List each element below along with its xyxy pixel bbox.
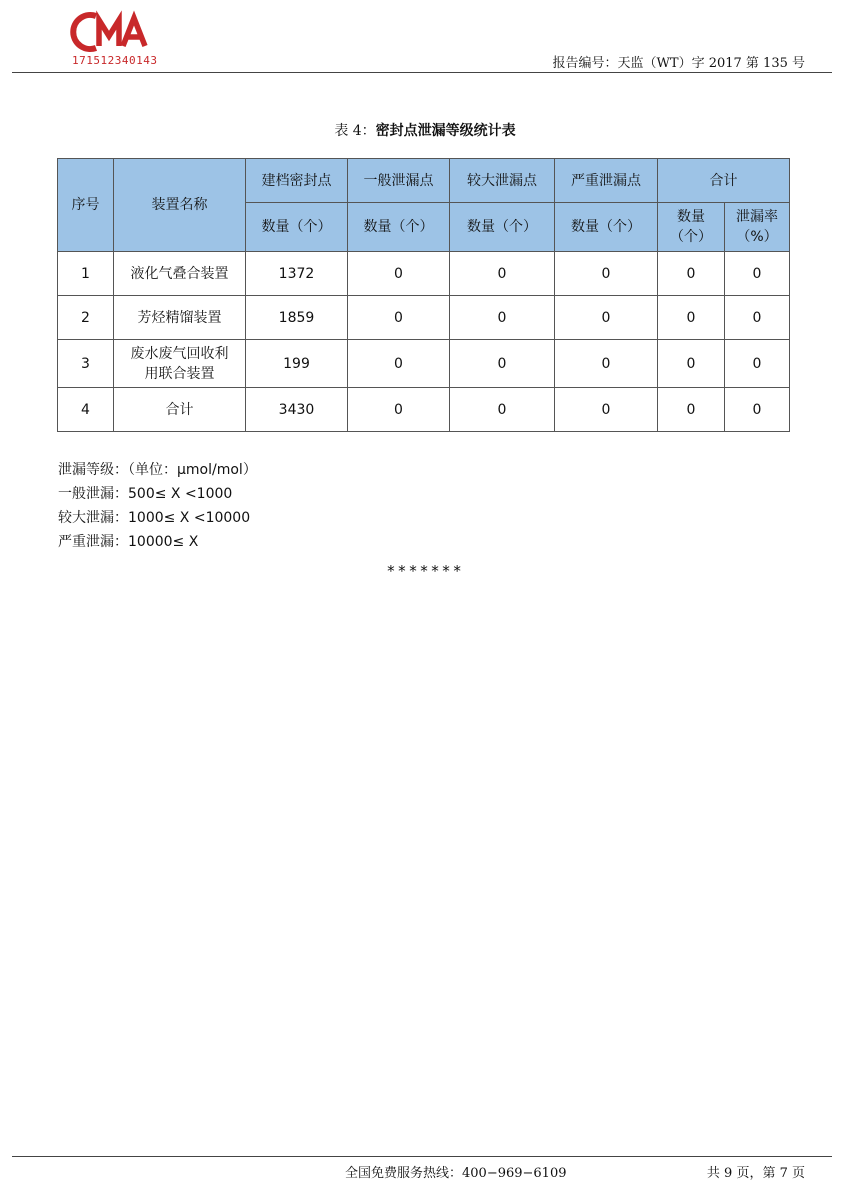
- table-caption: 密封点泄漏等级统计表: [375, 123, 516, 139]
- header-qty: 数量（个）: [348, 203, 450, 252]
- header-qty: 数量（个）: [555, 203, 658, 252]
- note-line: 一般泄漏：500≤ X <1000: [58, 486, 233, 502]
- header-leak-rate: 泄漏率 （%）: [725, 203, 790, 252]
- cell-sealing: 199: [246, 340, 348, 388]
- header-seq: 序号: [58, 159, 114, 252]
- cell-severe: 0: [555, 296, 658, 340]
- report-number: 报告编号：天监（WT）字 2017 第 135 号: [552, 56, 805, 71]
- footer-rule: [12, 1156, 832, 1157]
- cell-device-name: 合计: [114, 388, 246, 432]
- header-total-qty: 数量 （个）: [658, 203, 725, 252]
- cell-severe: 0: [555, 340, 658, 388]
- leak-level-notes: [58, 458, 257, 554]
- cell-general: 0: [348, 252, 450, 296]
- cell-leak-rate: 0: [725, 340, 790, 388]
- cell-total-qty: 0: [658, 252, 725, 296]
- cell-large: 0: [450, 296, 555, 340]
- logo-number: 171512340143: [72, 54, 158, 67]
- table-row: [58, 296, 790, 340]
- cell-sealing: 1859: [246, 296, 348, 340]
- table-title: [0, 120, 850, 140]
- table-caption-prefix: 表 4：: [334, 123, 376, 139]
- cell-leak-rate: 0: [725, 388, 790, 432]
- cell-large: 0: [450, 252, 555, 296]
- cell-leak-rate: 0: [725, 252, 790, 296]
- cell-total-qty: 0: [658, 296, 725, 340]
- cell-severe: 0: [555, 252, 658, 296]
- header-severe-leak: 严重泄漏点: [555, 159, 658, 203]
- end-marker: *******: [386, 562, 464, 580]
- cell-seq: 3: [58, 340, 114, 388]
- cell-total-qty: 0: [658, 388, 725, 432]
- cell-device-name: 废水废气回收利 用联合装置: [114, 340, 246, 388]
- leak-stats-table: [57, 158, 790, 432]
- footer-hotline: 全国免费服务热线：400−969−6109: [345, 1166, 567, 1181]
- cell-general: 0: [348, 340, 450, 388]
- header-qty: 数量（个）: [246, 203, 348, 252]
- cell-large: 0: [450, 340, 555, 388]
- cell-seq: 4: [58, 388, 114, 432]
- header-rule: [12, 72, 832, 73]
- cell-leak-rate: 0: [725, 296, 790, 340]
- cell-device-name: 芳烃精馏装置: [114, 296, 246, 340]
- note-line: 泄漏等级：（单位：μmol/mol）: [58, 462, 257, 478]
- note-line: 严重泄漏：10000≤ X: [58, 534, 199, 550]
- cell-general: 0: [348, 296, 450, 340]
- cell-seq: 1: [58, 252, 114, 296]
- header-device-name: 装置名称: [114, 159, 246, 252]
- cell-sealing: 3430: [246, 388, 348, 432]
- cell-severe: 0: [555, 388, 658, 432]
- header-sealing-points: 建档密封点: [246, 159, 348, 203]
- header-total: 合计: [658, 159, 790, 203]
- cell-device-name: 液化气叠合装置: [114, 252, 246, 296]
- cma-logo: [70, 10, 158, 70]
- table-row: [58, 340, 790, 388]
- cell-total-qty: 0: [658, 340, 725, 388]
- header-general-leak: 一般泄漏点: [348, 159, 450, 203]
- note-line: 较大泄漏：1000≤ X <10000: [58, 510, 251, 526]
- header-qty: 数量（个）: [450, 203, 555, 252]
- cell-large: 0: [450, 388, 555, 432]
- cma-seal-icon: [70, 10, 154, 54]
- table-row: [58, 388, 790, 432]
- table-row: [58, 252, 790, 296]
- cell-sealing: 1372: [246, 252, 348, 296]
- cell-seq: 2: [58, 296, 114, 340]
- footer-page-number: 共 9 页，第 7 页: [706, 1166, 805, 1181]
- cell-general: 0: [348, 388, 450, 432]
- header-large-leak: 较大泄漏点: [450, 159, 555, 203]
